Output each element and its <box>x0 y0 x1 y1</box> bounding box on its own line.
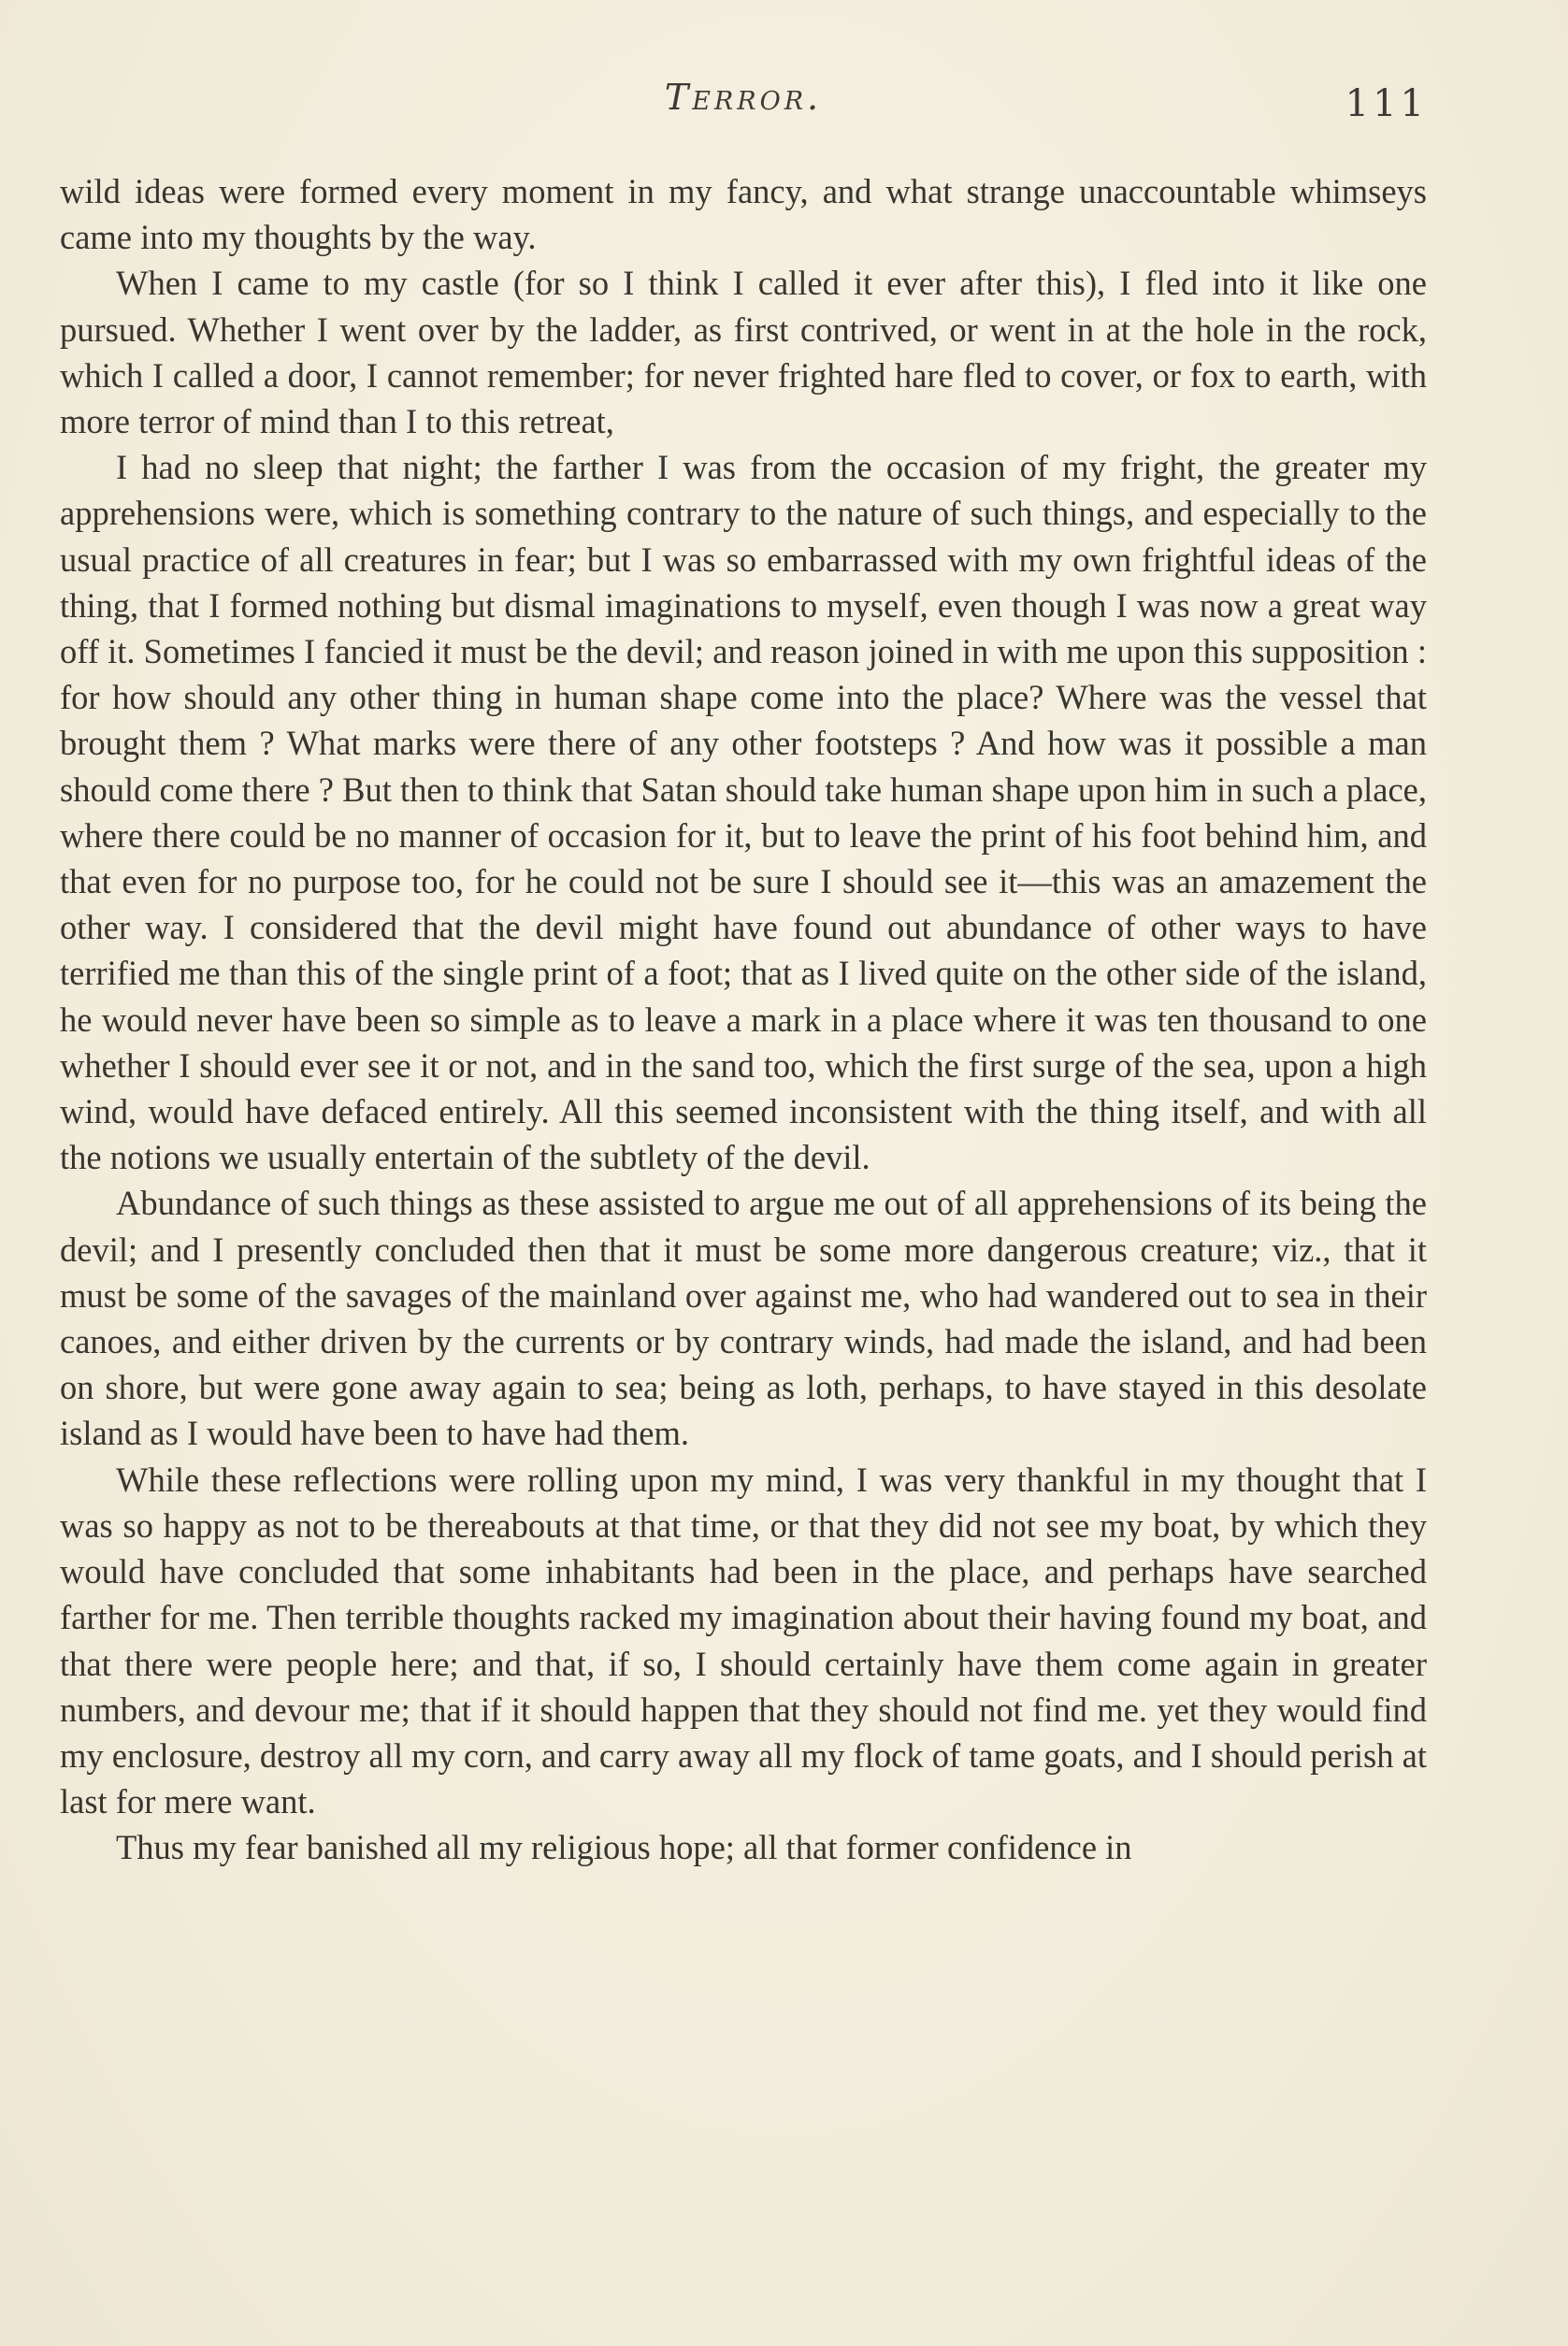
paragraph: I had no sleep that night; the farther I was from the occasion of my fright, the greater my apprehensions were, which is something contrary to the nature of such things, and especially to the usual practice of all creatures in fear; but I was so embarrassed with my own frightful ideas of the thing, that I formed nothing but dismal imaginations to myself, even though I was now a great way off it. Sometimes I fancied it must be the devil; and reason joined in with me upon this supposition : for how should any other thing in human shape come into the place? Where was the vessel that brought them ? What marks were there of any other footsteps ? And how was it possible a man should come there ? But then to think that Satan should take human shape upon him in such a place, where there could be no manner of occasion for it, but to leave the print of his foot behind him, and that even for no purpose too, for he could not be sure I should see it—this was an amazement the other way. I considered that the devil might have found out abundance of other ways to have terrified me than this of the single print of a foot; that as I lived quite on the other side of the island, he would never have been so simple as to leave a mark in a place where it was ten thousand to one whether I should ever see it or not, and in the sand too, which the first surge of the sea, upon a high wind, would have defaced entirely. All this seemed inconsistent with the thing itself, and with all the notions we usually entertain of the subtlety of the devil. <box>60 448 1427 1177</box>
paragraph: While these reflections were rolling upon my mind, I was very thankful in my thought that I was so happy as not to be thereabouts at that time, or that they did not see my boat, by which they would have concluded that some inhabitants had been in the place, and perhaps have searched farther for me. Then terrible thoughts racked my imagination about their having found my boat, and that there were people here; and that, if so, I should certainly have them come again in greater numbers, and devour me; that if it should happen that they should not find me. yet they would find my enclosure, destroy all my corn, and carry away all my flock of tame goats, and I should perish at last for mere want. <box>60 1460 1427 1821</box>
paragraph: Abundance of such things as these assisted to argue me out of all apprehensions of its being the devil; and I presently concluded then that it must be some more dangerous creature; viz., that it must be some of the savages of the mainland over against me, who had wandered out to sea in their canoes, and either driven by the currents or by contrary winds, had made the island, and had been on shore, but were gone away again to sea; being as loth, perhaps, to have stayed in this desolate island as I would have been to have had them. <box>60 1184 1427 1453</box>
running-title: Terror. <box>664 77 823 118</box>
page-number: 111 <box>1345 82 1428 125</box>
paragraph-continued: wild ideas were formed every moment in my fancy, and what strange unaccountable whimseys came into my thoughts by the way. <box>60 172 1427 257</box>
paragraph: Thus my fear banished all my religious hope; all that former confidence in <box>116 1828 1132 1867</box>
body-text <box>60 168 1427 1871</box>
paragraph: When I came to my castle (for so I think I called it ever after this), I fled into it like one pursued. Whether I went over by the ladder, as first contrived, or went in at the hole in the rock, which I called a door, I cannot remember; for never frighted hare fled to cover, or fox to earth, with more terror of mind than I to this retreat, <box>60 264 1427 441</box>
running-head <box>0 77 1568 133</box>
